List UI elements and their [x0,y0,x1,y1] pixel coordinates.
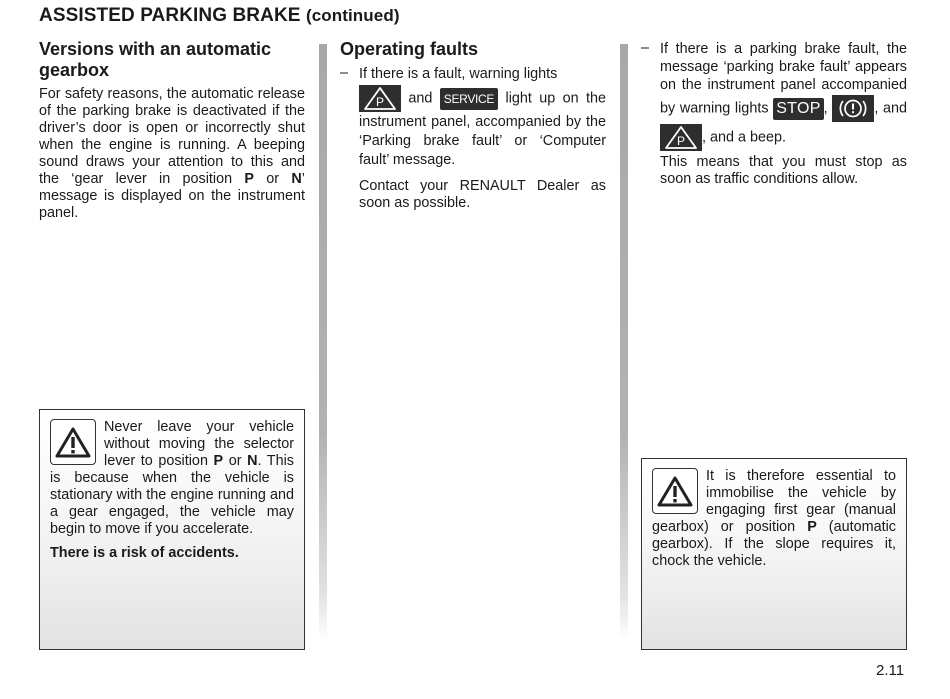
warning-risk: There is a risk of accidents. [50,545,239,561]
fault-text-a: If there is a fault, warning lights [359,66,558,82]
and-text: and [408,90,433,107]
fault-list-item [340,65,606,212]
section-body: For safety reasons, the automatic release of the parking brake is deactivated if the driver’s door is open or incorrectly shut when the engine is running. A beeping sound draws your attention to this and the ‘gear lever in position P or N’ message is displayed on the instrument panel. [39,86,305,221]
warning-triangle-icon [652,468,698,514]
list-dash: – [641,40,650,56]
contact-dealer-text: Contact your RENAULT Dealer as soon as possible. [359,178,606,211]
section-heading: Versions with an automatic gearbox [39,39,272,80]
warning-box-immobilise [641,458,907,650]
warning-triangle-icon [50,419,96,465]
and-text: , and [874,100,908,117]
column-divider-2 [620,44,628,642]
section-parking-brake-fault [641,40,907,188]
page-title-continued: (continued) [305,6,400,25]
section-heading: Operating faults [340,39,479,59]
stop-advice-text: This means that you must stop as soon as traffic conditions allow. [660,154,907,187]
page-number: 2.11 [876,662,905,679]
parking-brake-warning-icon [660,124,702,151]
svg-text:P: P [676,134,686,148]
page-title [39,5,400,27]
fault-message-text: If there is a parking brake fault, the message ‘parking brake fault’ appears on the instrument panel accompanied by warning lights [660,41,907,117]
list-dash: – [340,65,349,81]
beep-text: , and a beep. [702,129,787,146]
warning-box-gear-lever [39,409,305,650]
fault-text-b: light up on the instrument panel, accompanied by the ‘Parking brake fault’ or ‘Computer fault’ message. [359,90,607,168]
service-warning-icon: SERVICE [440,88,498,110]
page-title-main: ASSISTED PARKING BRAKE [39,5,301,26]
fault-list-item: – If there is a parking brake fault, the message ‘parking brake fault’ appears on the instrument panel accompanied by warning lights STOP , , and P , and a beep. This means that you must stop as soon as traffic conditions allow. [641,40,908,187]
brake-warning-icon [832,95,874,122]
section-operating-faults [340,39,606,212]
column-divider-1 [319,44,327,642]
section-automatic-gearbox [39,39,305,222]
warning-text: It is therefore essential to immobilise the vehicle by engaging first gear (manual gearbox) or position P (automatic gearbox). If the slope requires it, chock the vehicle. [652,468,896,569]
svg-text:P: P [375,95,385,109]
warning-text: Never leave your vehicle without moving the selector lever to position P or N. This is because when the vehicle is stationary with the engine running and a gear engaged, the vehicle may begin to move if you accelerate. [50,419,294,537]
parking-brake-warning-icon [359,85,401,112]
stop-warning-icon: STOP [773,98,823,120]
